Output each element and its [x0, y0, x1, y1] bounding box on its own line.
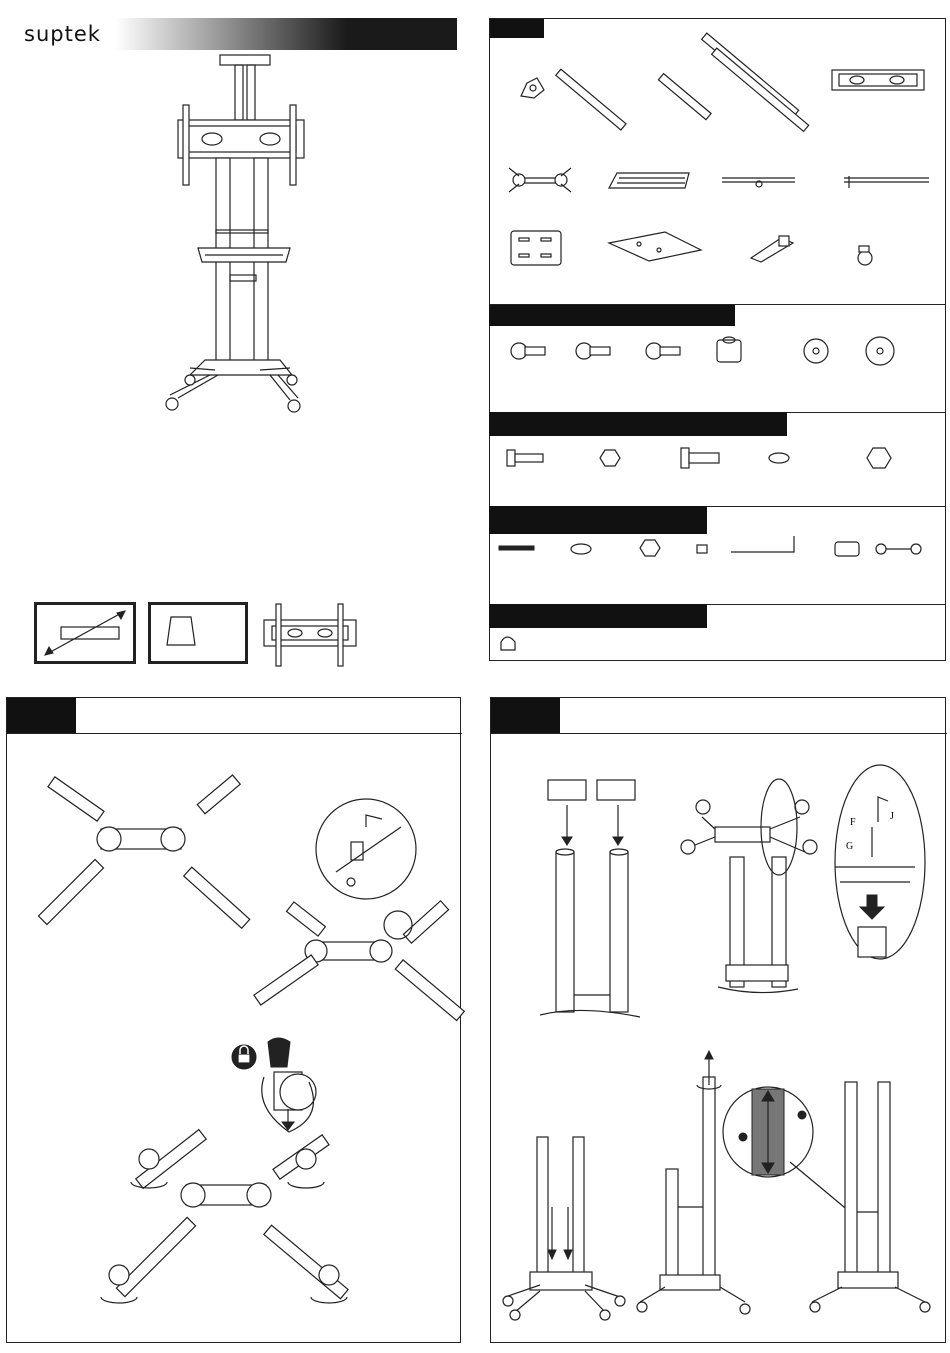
spacer-a — [717, 337, 741, 362]
screw-b2 — [681, 448, 719, 468]
product-illustration — [150, 50, 320, 420]
screws-section-a-tab — [489, 304, 735, 326]
short-base-leg-part — [658, 74, 711, 120]
tray-part — [609, 173, 689, 188]
long-base-leg-part — [556, 69, 626, 130]
step1-zoom-callout — [316, 799, 416, 899]
small-washer — [571, 544, 591, 554]
vesa-icon — [148, 602, 248, 664]
camera-bracket-part — [844, 176, 929, 188]
header-gradient-bar — [115, 18, 347, 50]
caster-wheel-part — [858, 246, 872, 265]
step1-base-assembly-exploded — [6, 697, 461, 1343]
nut-b2 — [867, 448, 891, 468]
cable-clip — [835, 542, 859, 556]
screw-a2 — [576, 343, 610, 359]
screw-a3 — [646, 343, 680, 359]
screws-section-c-tab — [489, 506, 707, 534]
brand-logo: suptek — [24, 22, 101, 46]
tools-diagram — [489, 534, 946, 604]
screws-section-d-tab — [489, 604, 707, 628]
base-hub-part — [521, 78, 544, 98]
screen-size-icon — [34, 602, 136, 664]
cap-nut-diagram — [489, 628, 569, 658]
caster-callout — [262, 1038, 316, 1132]
padlock-icon — [232, 1045, 256, 1069]
small-screw — [499, 546, 534, 550]
pole-connector-part — [509, 168, 571, 192]
callout-label-j: J — [890, 811, 894, 822]
tiny-screw — [697, 545, 707, 553]
rotate-arrow-icon — [697, 1051, 721, 1089]
shelf-clamp-part — [751, 236, 793, 262]
allen-key-icon — [731, 536, 794, 552]
callout-label-g: G — [846, 841, 854, 852]
washer-b — [769, 453, 789, 463]
step2-pole-assembly — [490, 697, 946, 1343]
screws-section-b-tab — [489, 412, 787, 436]
small-nut — [640, 540, 660, 556]
adapter-plate-part — [511, 231, 561, 265]
section-divider — [489, 304, 946, 305]
pole-part-b — [712, 48, 809, 131]
header-black-bar — [347, 18, 457, 50]
screw-b1 — [507, 450, 543, 466]
tray-bracket-part — [722, 178, 795, 187]
camera-shelf-part — [609, 232, 701, 261]
screws-b-diagram — [489, 436, 946, 506]
screws-a-diagram — [489, 326, 946, 406]
mount-plate-icon — [260, 602, 360, 668]
mount-plate-part — [832, 70, 924, 90]
callout-label-f: F — [850, 817, 856, 828]
washer-a2 — [866, 337, 894, 365]
wrench-icon — [876, 544, 921, 554]
screw-a1 — [511, 343, 545, 359]
nut-b1 — [600, 450, 620, 466]
washer-a1 — [804, 339, 828, 363]
